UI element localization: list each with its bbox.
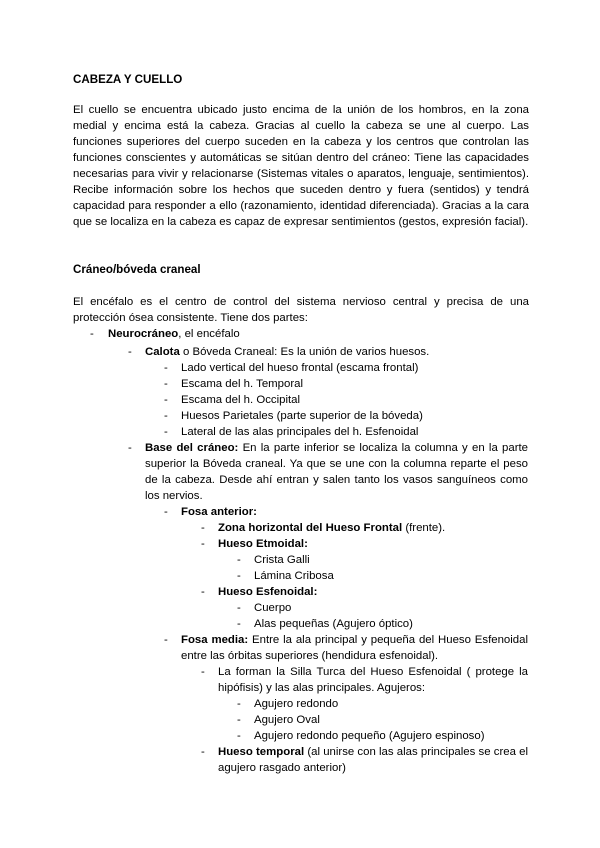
term-bold: Fosa media:: [181, 634, 249, 646]
term-bold: Calota: [145, 346, 180, 358]
list-item: Agujero redondo pequeño (Agujero espinoso): [254, 730, 485, 742]
list-bullet: -: [237, 714, 241, 726]
calota-item: [145, 344, 429, 360]
list-bullet: -: [128, 346, 132, 358]
fosa-anterior-item: Fosa anterior:: [181, 506, 257, 518]
list-bullet: -: [164, 426, 168, 438]
list-bullet: -: [237, 570, 241, 582]
term-text: (al unirse con las alas principales se crea el agujero rasgado anterior): [218, 746, 528, 774]
term-text: En la parte inferior se localiza la columna y en la parte superior la Bóveda craneal. Ya que se une con la columna reparte el peso de la cabeza. Desde ahí entran y salen tanto los vasos sanguíneos como los nervios.: [145, 442, 528, 502]
list-item: Agujero redondo: [254, 698, 339, 710]
section-heading: CABEZA Y CUELLO: [73, 73, 183, 86]
list-bullet: -: [237, 602, 241, 614]
term-bold: Neurocráneo: [108, 328, 179, 340]
fosa-media-item: [181, 632, 528, 664]
list-item: Huesos Parietales (parte superior de la bóveda): [181, 410, 423, 422]
hueso-temporal-item: [218, 744, 528, 776]
list-item: Escama del h. Occipital: [181, 394, 301, 406]
silla-turca-item: La forman la Silla Turca del Hueso Esfenoidal ( protege la hipófisis) y las alas principales. Agujeros:: [218, 666, 528, 694]
list-bullet: -: [164, 378, 168, 390]
list-item: Cuerpo: [254, 602, 292, 614]
list-bullet: -: [128, 442, 132, 454]
term-text: , el encéfalo: [178, 328, 240, 340]
list-bullet: -: [164, 394, 168, 406]
list-bullet: -: [201, 586, 205, 598]
list-item: Crista Galli: [254, 554, 310, 566]
subsection-heading: Cráneo/bóveda craneal: [73, 263, 201, 276]
list-item: Alas pequeñas (Agujero óptico): [254, 618, 413, 630]
list-bullet: -: [164, 410, 168, 422]
neurocraneo-item: [108, 326, 240, 342]
list-bullet: -: [237, 618, 241, 630]
zona-frontal-item: [218, 520, 445, 536]
list-bullet: -: [201, 538, 205, 550]
list-bullet: -: [164, 506, 168, 518]
list-bullet: -: [201, 746, 205, 758]
list-bullet: -: [237, 554, 241, 566]
list-bullet: -: [237, 730, 241, 742]
list-bullet: -: [201, 522, 205, 534]
list-bullet: -: [201, 666, 205, 678]
list-item: Lámina Cribosa: [254, 570, 334, 582]
term-bold: Hueso temporal: [218, 746, 305, 758]
list-item: Agujero Oval: [254, 714, 320, 726]
etmoidal-item: Hueso Etmoidal:: [218, 538, 308, 550]
list-bullet: -: [164, 362, 168, 374]
term-text: o Bóveda Craneal: Es la unión de varios huesos.: [179, 346, 430, 358]
intro-paragraph: El cuello se encuentra ubicado justo encima de la unión de los hombros, en la zona medial y encima está la cabeza. Gracias al cuello la cabeza se une al cuerpo. Las funciones superiores del cuerpo suceden en la cabeza y los centros que controlan las funciones conscientes y automáticas se sitúan dentro del cráneo: Tiene las capacidades necesarias para vivir y relacionarse (Sistemas vitales o aparatos, lenguaje, sentimientos). Recibe información sobre los hechos que suceden dentro y fuera (sentidos) y tendrá capacidad para responder a ello (razonamiento, identidad diferenciada). Gracias a la cara que se localiza en la cabeza es capaz de expresar sentimientos (gestos, expresión facial).: [73, 104, 529, 228]
term-text: (frente).: [402, 522, 446, 534]
list-bullet: -: [164, 634, 168, 646]
base-craneo-item: [145, 440, 528, 504]
list-bullet: -: [237, 698, 241, 710]
list-item: Lado vertical del hueso frontal (escama frontal): [181, 362, 419, 374]
term-bold: Base del cráneo:: [145, 442, 239, 454]
term-bold: Zona horizontal del Hueso Frontal: [218, 522, 403, 534]
list-item: Escama del h. Temporal: [181, 378, 303, 390]
encefalo-paragraph: El encéfalo es el centro de control del sistema nervioso central y precisa de una protección ósea consistente. Tiene dos partes:: [73, 296, 529, 324]
list-item: Lateral de las alas principales del h. Esfenoidal: [181, 426, 419, 438]
list-bullet: -: [90, 328, 94, 340]
term-text: Entre la ala principal y pequeña del Hueso Esfenoidal entre las órbitas superiores (hendidura esfenoidal).: [181, 634, 528, 662]
esfenoidal-item: Hueso Esfenoidal:: [218, 586, 318, 598]
